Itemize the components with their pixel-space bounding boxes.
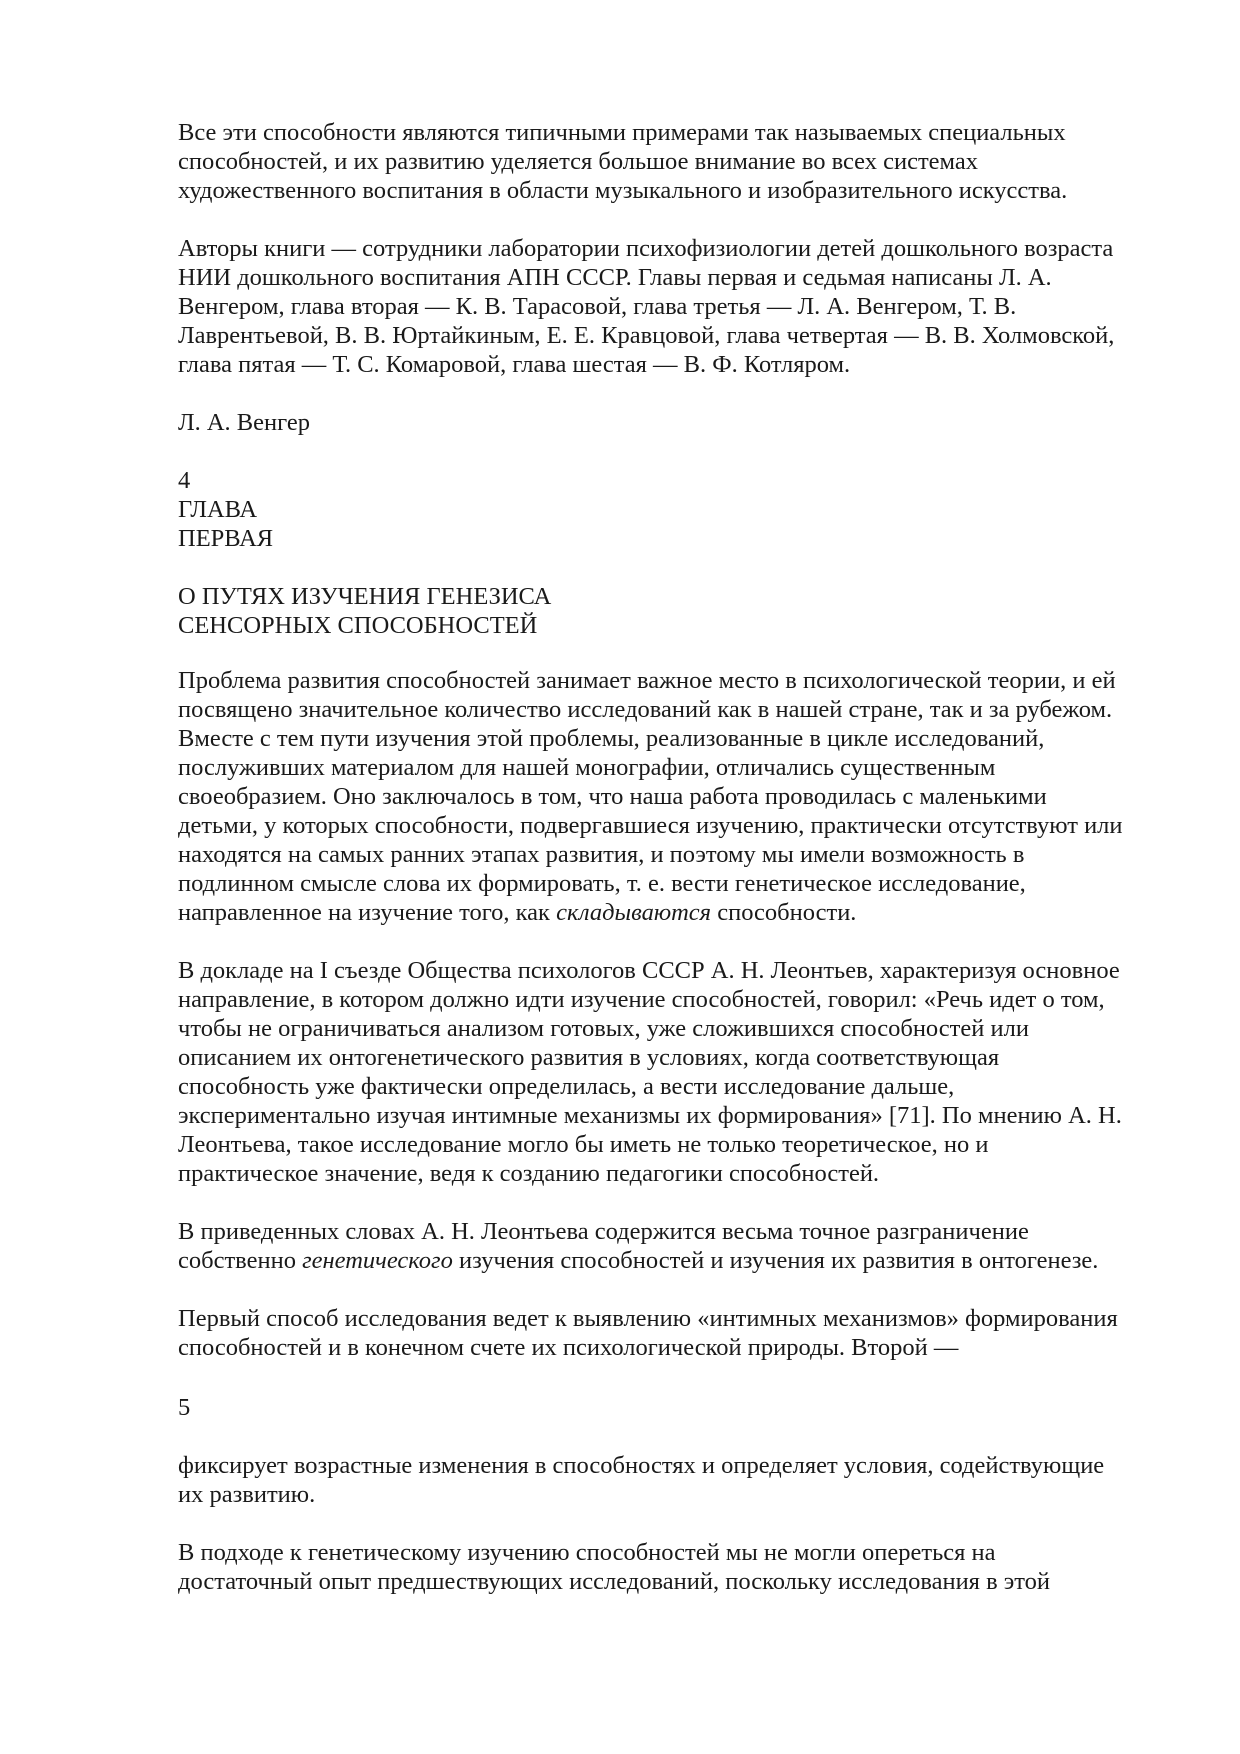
chapter-label: ГЛАВА: [178, 496, 258, 523]
text-line: способностей и в конечном счете их психологической природы. Второй —: [178, 1334, 959, 1361]
text-line: В докладе на I съезде Общества психологов СССР А. Н. Леонтьев, характеризуя основное: [178, 957, 1120, 984]
text-line: Первый способ исследования ведет к выявлению «интимных механизмов» формирования: [178, 1305, 1118, 1332]
text-line: Вместе с тем пути изучения этой проблемы, реализованные в цикле исследований,: [178, 725, 1045, 752]
text-line: достаточный опыт предшествующих исследований, поскольку исследования в этой: [178, 1568, 1051, 1595]
text-line: НИИ дошкольного воспитания АПН СССР. Главы первая и седьмая написаны Л. А.: [178, 264, 1052, 291]
text-line: Все эти способности являются типичными примерами так называемых специальных: [178, 119, 1066, 146]
text-line: [178, 898, 1183, 927]
text-line: Леонтьева, такое исследование могло бы иметь не только теоретическое, но и: [178, 1131, 989, 1158]
page-number: 5: [178, 1394, 191, 1421]
paragraph-genetic-approach: [178, 1538, 1183, 1596]
text-line: детьми, у которых способности, подвергавшиеся изучению, практически отсутствуют или: [178, 812, 1123, 839]
page-number: 4: [178, 467, 191, 494]
paragraph-leontiev-report: [178, 956, 1183, 1188]
text-line: Венгером, глава вторая — К. В. Тарасовой, глава третья — Л. А. Венгером, Т. В.: [178, 293, 1017, 320]
paragraph-distinction: [178, 1217, 1183, 1275]
text-line: направление, в котором должно идти изучение способностей, говорил: «Речь идет о том,: [178, 986, 1105, 1013]
text-line: Лаврентьевой, В. В. Юртайкиным, Е. Е. Кравцовой, глава четвертая — В. В. Холмовской,: [178, 322, 1115, 349]
text-line: В подходе к генетическому изучению способностей мы не могли опереться на: [178, 1539, 996, 1566]
text-line: глава пятая — Т. С. Комаровой, глава шестая — В. Ф. Котляром.: [178, 351, 851, 378]
chapter-label: ПЕРВАЯ: [178, 525, 274, 552]
text-line: способность уже фактически определилась, а вести исследование дальше,: [178, 1073, 955, 1100]
paragraph-problem: [178, 666, 1183, 927]
text-line: практическое значение, ведя к созданию педагогики способностей.: [178, 1160, 880, 1187]
chapter-heading: [178, 495, 1183, 640]
emphasis-text: складываются: [556, 899, 712, 926]
text-line: В приведенных словах А. Н. Леонтьева содержится весьма точное разграничение: [178, 1218, 1029, 1245]
chapter-title: О ПУТЯХ ИЗУЧЕНИЯ ГЕНЕЗИСА: [178, 583, 552, 610]
text-line: фиксирует возрастные изменения в способностях и определяет условия, содействующие: [178, 1452, 1105, 1479]
text-line: их развитию.: [178, 1481, 316, 1508]
text-line: чтобы не ограничиваться анализом готовых, уже сложившихся способностей или: [178, 1015, 1029, 1042]
text-line: подлинном смысле слова их формировать, т. е. вести генетическое исследование,: [178, 870, 1026, 897]
text-run: способности.: [711, 899, 857, 926]
text-line: Авторы книги — сотрудники лаборатории психофизиологии детей дошкольного возраста: [178, 235, 1114, 262]
text-line: [178, 1246, 1183, 1275]
text-run: собственно: [178, 1247, 303, 1274]
text-run: изучения способностей и изучения их развития в онтогенезе.: [452, 1247, 1099, 1274]
paragraph-age-changes: [178, 1451, 1183, 1509]
text-line: посвящено значительное количество исследований как в нашей стране, так и за рубежом.: [178, 696, 1113, 723]
text-run: направленное на изучение того, как: [178, 899, 557, 926]
chapter-spacer: [178, 553, 1183, 582]
chapter-title: СЕНСОРНЫХ СПОСОБНОСТЕЙ: [178, 612, 538, 639]
author-signature: Л. А. Венгер: [178, 409, 310, 436]
text-line: экспериментально изучая интимные механизмы их формирования» [71]. По мнению А. Н.: [178, 1102, 1122, 1129]
paragraph-authors: [178, 234, 1183, 379]
paragraph-special-abilities: [178, 118, 1183, 205]
emphasis-text: генетического: [302, 1247, 453, 1274]
text-line: находятся на самых ранних этапах развития, и поэтому мы имели возможность в: [178, 841, 1025, 868]
text-line: описанием их онтогенетического развития в условиях, когда соответствующая: [178, 1044, 1000, 1071]
text-line: художественного воспитания в области музыкального и изобразительного искусства.: [178, 177, 1068, 204]
text-line: Проблема развития способностей занимает важное место в психологической теории, и ей: [178, 667, 1116, 694]
text-line: способностей, и их развитию уделяется большое внимание во всех системах: [178, 148, 978, 175]
paragraph-first-method: [178, 1304, 1183, 1362]
text-line: своеобразием. Оно заключалось в том, что наша работа проводилась с маленькими: [178, 783, 1047, 810]
text-line: послуживших материалом для нашей монографии, отличались существенным: [178, 754, 996, 781]
